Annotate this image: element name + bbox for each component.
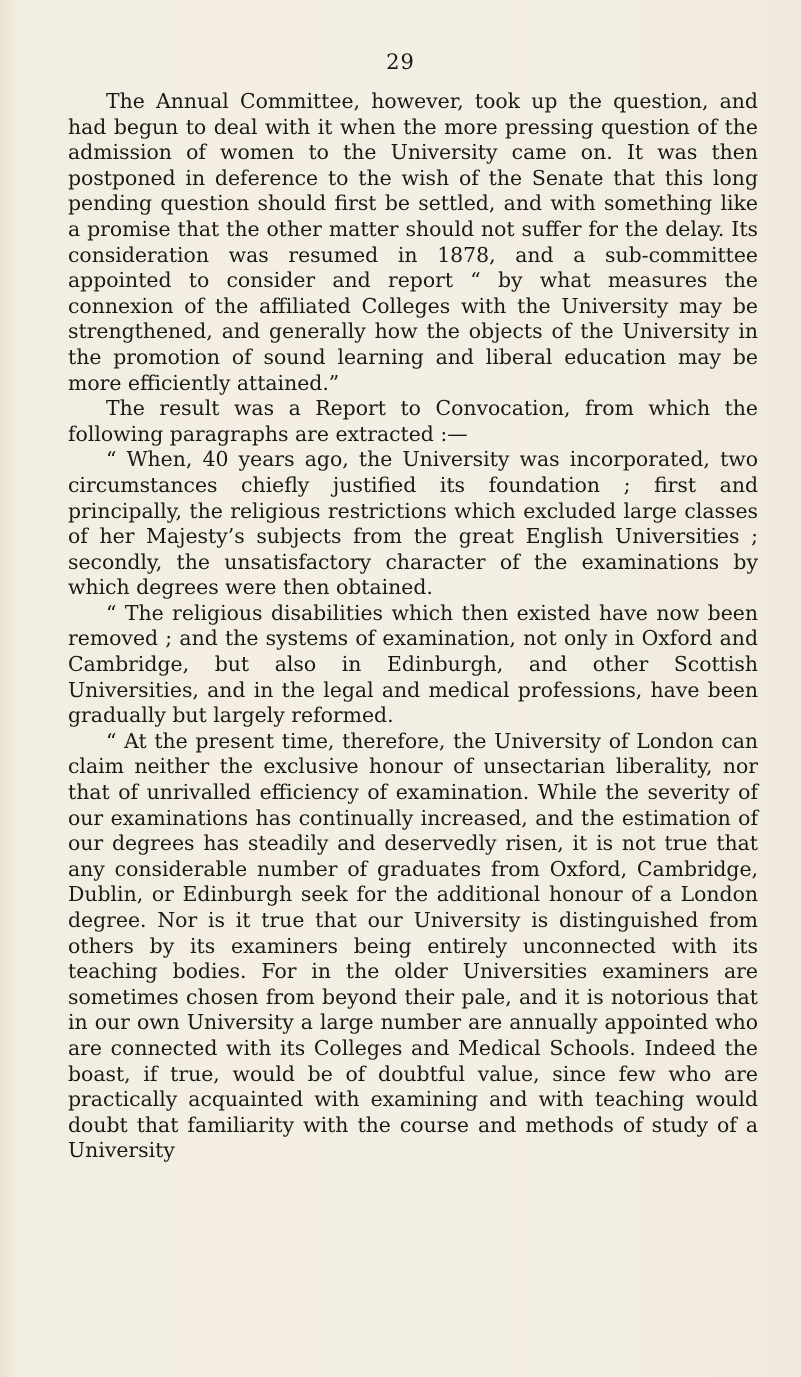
body-text — [68, 89, 758, 1164]
paragraph-annual-committee: The Annual Committee, however, took up the question, and had begun to deal with it when the more pressing question of the admission of women to the University came on. It was then postponed in deference to the wish of the Senate that this long pending question should first be settled, and with something like a promise that the other matter should not suffer for the delay. Its consideration was resumed in 1878, and a sub-committee appointed to consider and report “ by what measures the connexion of the affiliated Colleges with the University may be strengthened, and generally how the objects of the University in the promotion of sound learning and liberal education may be more efficiently attained.” — [68, 89, 758, 395]
paragraph-report-to-convocation: The result was a Report to Convocation, from which the following paragraphs are extracted :— — [68, 396, 758, 446]
paragraph-religious-disabilities: “ The religious disabilities which then existed have now been removed ; and the systems of examination, not only in Oxford and Cambridge, but also in Edinburgh, and other Scottish Universities, and in the legal and medical professions, have been gradually but largely reformed. — [68, 600, 758, 728]
paragraph-forty-years-ago: “ When, 40 years ago, the University was incorporated, two circumstances chiefly justified its foundation ; first and principally, the religious restrictions which excluded large classes of her Majesty’s subjects from the great English Universities ; secondly, the unsatisfactory character of the examinations by which degrees were then obtained. — [68, 447, 758, 600]
page-number: 29 — [386, 50, 415, 74]
paragraph-present-time: “ At the present time, therefore, the University of London can claim neither the exclusive honour of unsectarian liberality, nor that of unrivalled efficiency of examination. While the severity of our examinations has continually increased, and the estimation of our degrees has steadily and deservedly risen, it is not true that any considerable number of graduates from Oxford, Cambridge, Dublin, or Edinburgh seek for the additional honour of a London degree. Nor is it true that our University is distinguished from others by its examiners being entirely unconnected with its teaching bodies. For in the older Universities examiners are sometimes chosen from beyond their pale, and it is notorious that in our own University a large number are annually appointed who are connected with its Colleges and Medical Schools. Indeed the boast, if true, would be of doubtful value, since few who are practically acquainted with examining and with teaching would doubt that familiarity with the course and methods of study of a University — [68, 728, 758, 1163]
